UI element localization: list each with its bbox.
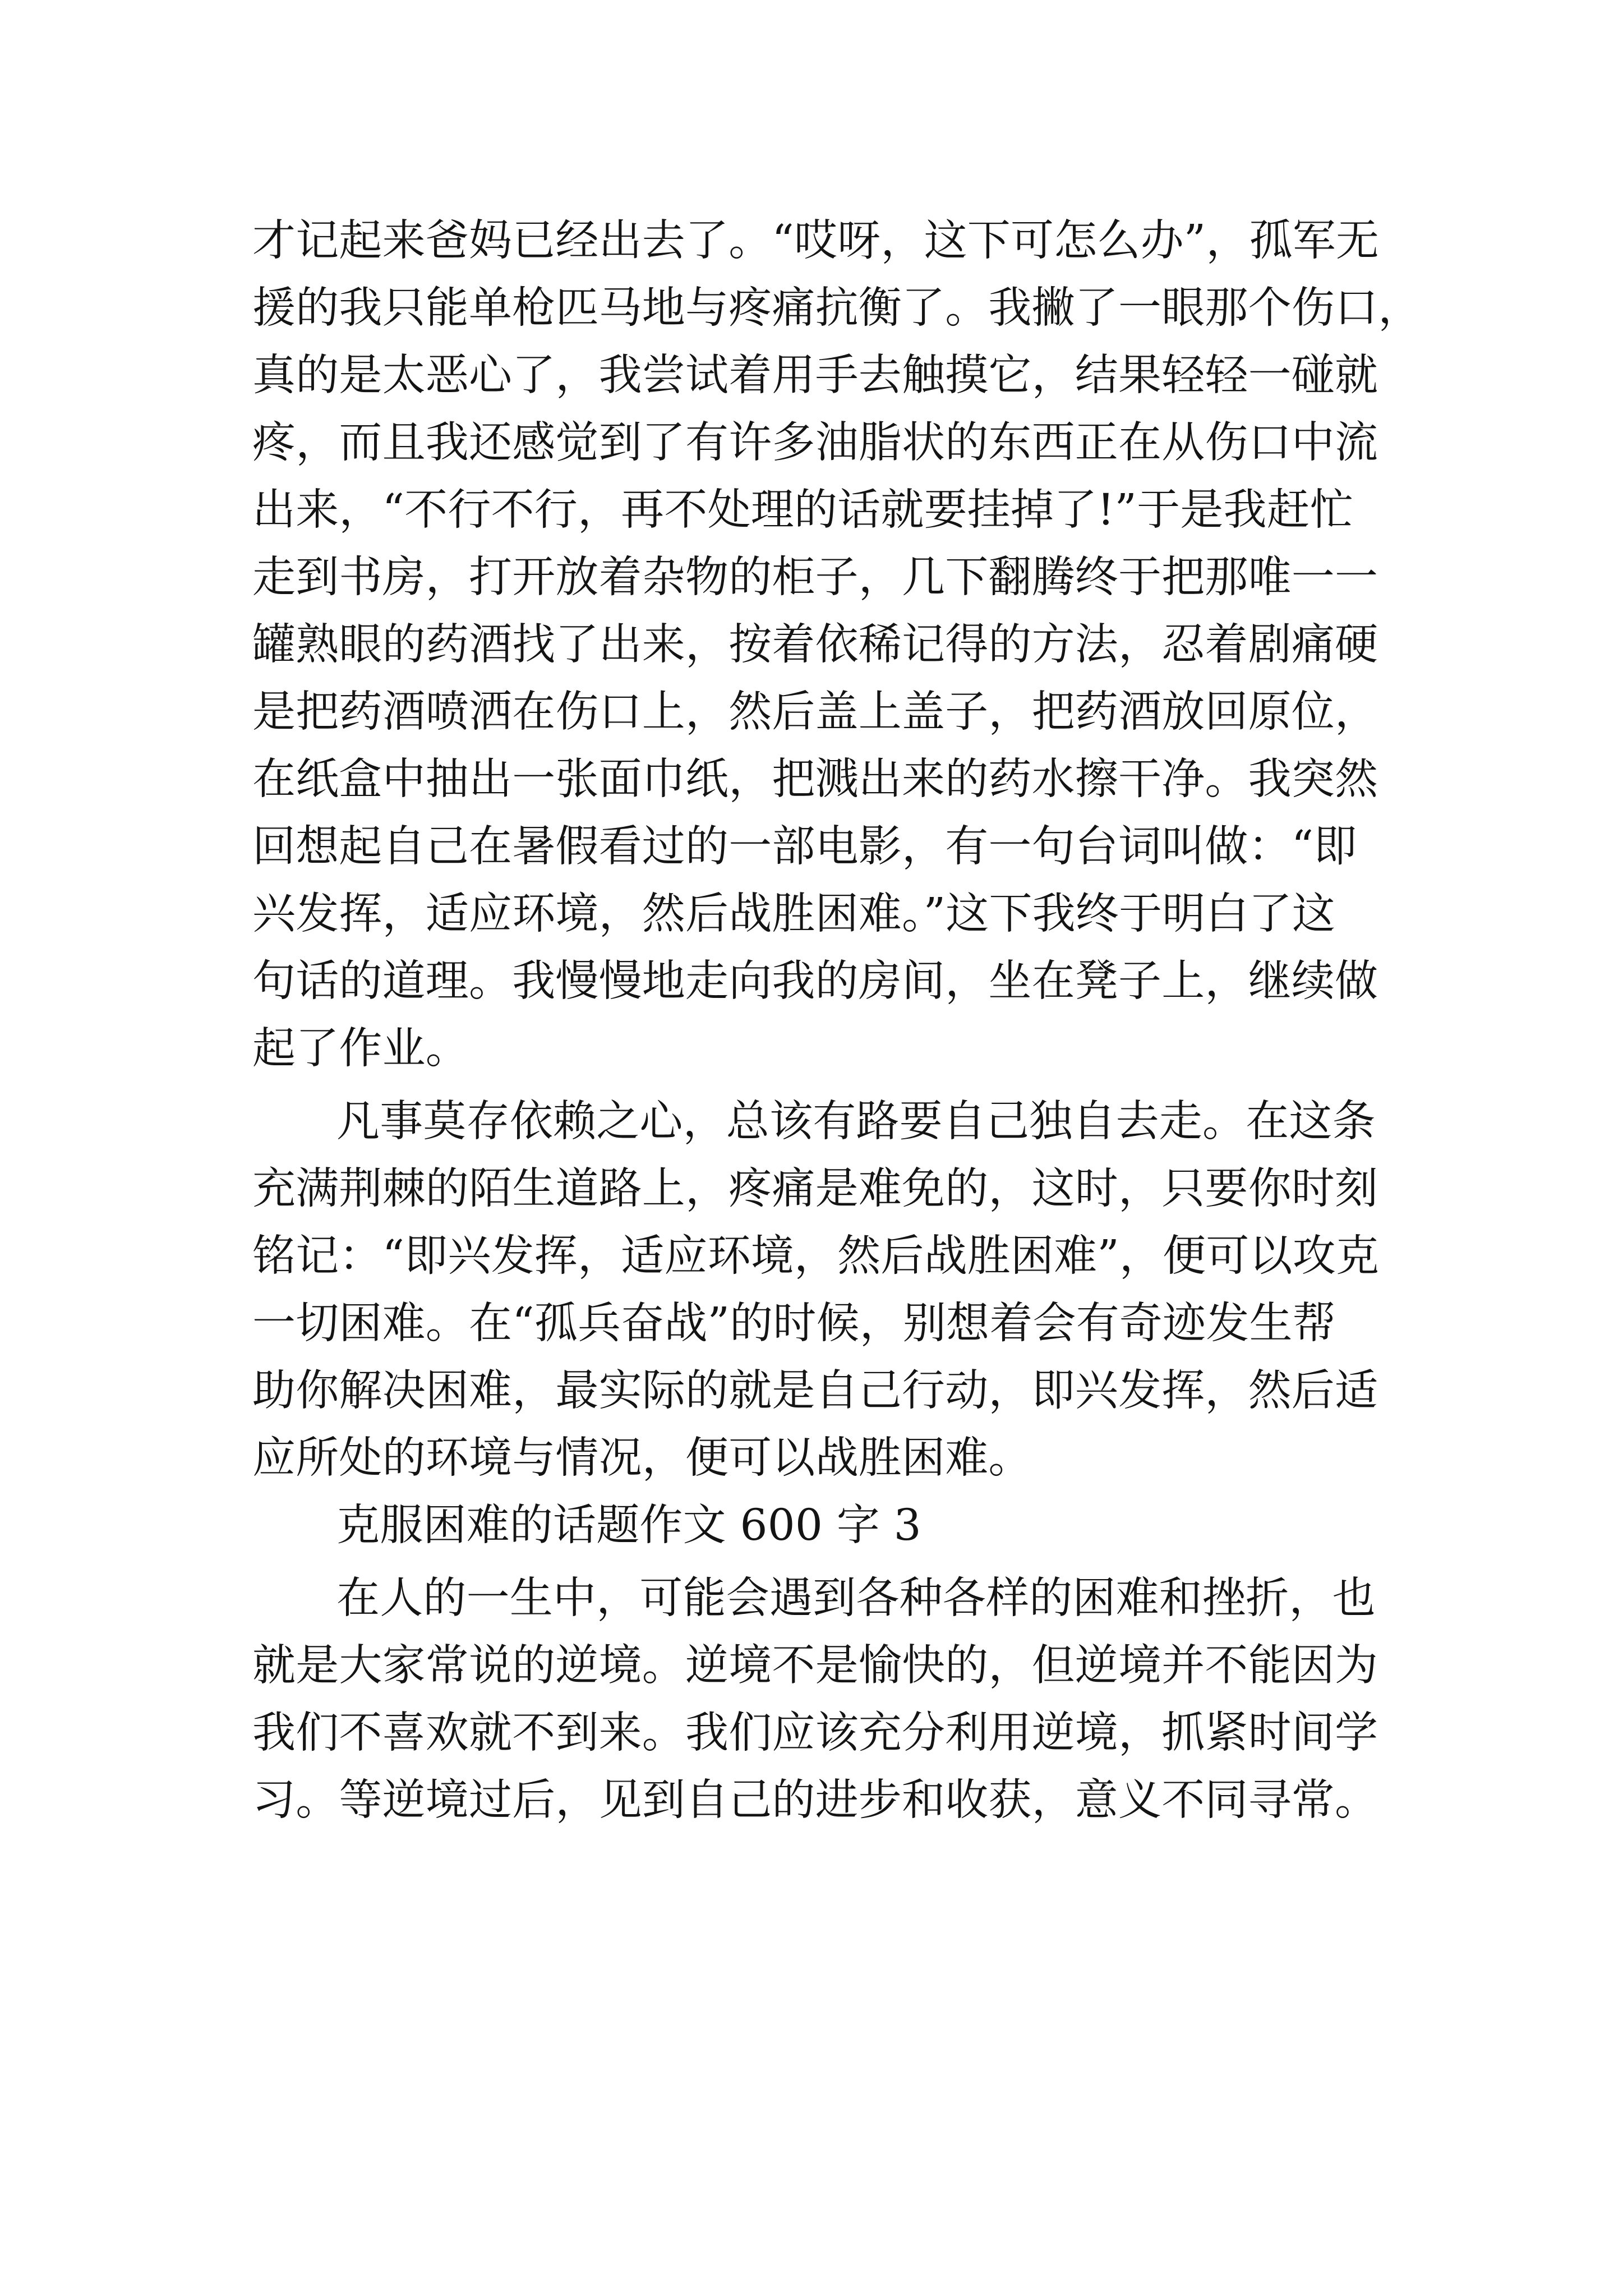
paragraph-2-line-6: 应所处的环境与情况，便可以战胜困难。 xyxy=(252,1433,1032,1483)
paragraph-1-line-2: 援的我只能单枪匹马地与疼痛抗衡了。我撇了一眼那个伤口， xyxy=(252,283,1422,333)
paragraph-1-line-5: 出来，“不行不行，再不处理的话就要挂掉了!”于是我赶忙 xyxy=(252,485,1354,535)
paragraph-3-line-4: 习。等逆境过后，见到自己的进步和收获，意义不同寻常。 xyxy=(252,1775,1378,1825)
paragraph-1-line-1: 才记起来爸妈已经出去了。“哎呀，这下可怎么办”，孤军无 xyxy=(252,216,1380,266)
paragraph-1-line-3: 真的是太恶心了，我尝试着用手去触摸它，结果轻轻一碰就 xyxy=(252,351,1378,401)
paragraph-1-line-6: 走到书房，打开放着杂物的柜子，几下翻腾终于把那唯一一 xyxy=(252,553,1378,602)
paragraph-3-line-3: 我们不喜欢就不到来。我们应该充分利用逆境，抓紧时间学 xyxy=(252,1708,1378,1758)
paragraph-1-line-9: 在纸盒中抽出一张面巾纸，把溅出来的药水擦干净。我突然 xyxy=(252,754,1378,804)
paragraph-1-line-4: 疼，而且我还感觉到了有许多油脂状的东西正在从伤口中流 xyxy=(252,418,1378,468)
paragraph-2-line-5: 助你解决困难，最实际的就是自己行动，即兴发挥，然后适 xyxy=(252,1366,1378,1416)
paragraph-2-line-2: 充满荆棘的陌生道路上，疼痛是难免的，这时，只要你时刻 xyxy=(252,1164,1378,1214)
paragraph-1-line-13: 起了作业。 xyxy=(252,1024,469,1074)
section-heading: 克服困难的话题作文 600 字 3 xyxy=(336,1501,921,1550)
paragraph-2-line-1: 凡事莫存依赖之心，总该有路要自己独自去走。在这条 xyxy=(336,1097,1376,1147)
paragraph-2-line-4: 一切困难。在“孤兵奋战”的时候，别想着会有奇迹发生帮 xyxy=(252,1299,1336,1349)
paragraph-1-line-11: 兴发挥，适应环境，然后战胜困难。”这下我终于明白了这 xyxy=(252,889,1336,939)
paragraph-3-line-2: 就是大家常说的逆境。逆境不是愉快的，但逆境并不能因为 xyxy=(252,1641,1378,1691)
paragraph-2-line-3: 铭记：“即兴发挥，适应环境，然后战胜困难”，便可以攻克 xyxy=(252,1231,1380,1281)
paragraph-1-line-10: 回想起自己在暑假看过的一部电影，有一句台词叫做：“即 xyxy=(252,822,1357,872)
paragraph-1-line-12: 句话的道理。我慢慢地走向我的房间，坐在凳子上，继续做 xyxy=(252,956,1378,1006)
paragraph-1-line-7: 罐熟眼的药酒找了出来，按着依稀记得的方法，忍着剧痛硬 xyxy=(252,620,1378,670)
paragraph-1-line-8: 是把药酒喷洒在伤口上，然后盖上盖子，把药酒放回原位， xyxy=(252,687,1378,737)
paragraph-3-line-1: 在人的一生中，可能会遇到各种各样的困难和挫折，也 xyxy=(336,1573,1376,1623)
